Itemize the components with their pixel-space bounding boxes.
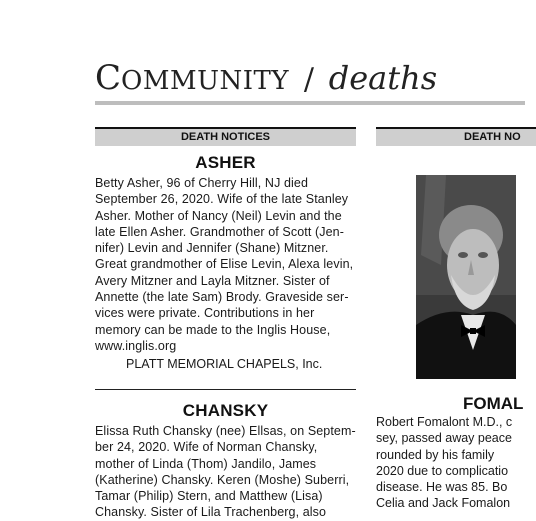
portrait-photo-svg	[416, 175, 516, 379]
asher-text-line: Betty Asher, 96 of Cherry Hill, NJ died	[95, 176, 309, 190]
section-title-initial: C	[95, 58, 122, 98]
chansky-text-line: ber 24, 2020. Wife of Norman Chansky,	[95, 440, 318, 455]
section-title-rest: OMMUNITY	[121, 66, 290, 96]
portrait-photo	[416, 175, 516, 379]
asher-text-line: Annette (the late Sam) Brody. Graveside ser-	[95, 290, 349, 305]
chansky-text-line: Elissa Ruth Chansky (nee) Ellsas, on Septem-	[95, 424, 356, 438]
fomalont-text-line: Robert Fomalont M.D., c	[376, 415, 513, 429]
section-title	[95, 58, 437, 98]
chansky-text-line: Tamar (Philip) Stern, and Matthew (Lisa)	[95, 489, 323, 504]
asher-text-line: Avery Mitzner and Layla Mitzner. Sister of	[95, 273, 330, 288]
notice-body-asher	[95, 175, 356, 354]
death-notices-bar-left: DEATH NOTICES	[95, 127, 356, 146]
asher-text-line: memory can be made to the Inglis House,	[95, 322, 331, 337]
fomalont-text-line: Celia and Jack Fomalon	[376, 496, 511, 511]
notice-name-chansky: CHANSKY	[182, 401, 269, 420]
section-title-sub: deaths	[328, 59, 438, 97]
fomalont-text-line: sey, passed away peace	[376, 431, 512, 446]
fomalont-text-line: rounded by his family	[376, 447, 495, 462]
notice-body-chansky	[95, 423, 356, 521]
section-title-separator: /	[303, 62, 314, 97]
asher-text-line: vices were private. Contributions in her	[95, 306, 315, 321]
asher-text-line: Great grandmother of Elise Levin, Alexa levin,	[95, 257, 354, 272]
fomalont-text-line: disease. He was 85. Bo	[376, 480, 508, 495]
notice-body-fomalont	[376, 414, 512, 512]
section-title-main	[95, 58, 289, 98]
chansky-text-line: (Katherine) Chansky. Keren (Moshe) Suberri,	[95, 472, 350, 487]
notice-chapel-asher: PLATT MEMORIAL CHAPELS, Inc.	[126, 357, 323, 371]
death-notices-bar-right-label: DEATH NO	[464, 131, 521, 143]
chansky-text-line: Chansky. Sister of Lila Trachenberg, also	[95, 505, 327, 520]
notice-name-asher: ASHER	[195, 153, 256, 172]
chansky-text-line: mother of Linda (Thom) Jandilo, James	[95, 456, 317, 471]
asher-text-line: www.inglis.org	[95, 338, 177, 353]
asher-text-line: Asher. Mother of Nancy (Neil) Levin and the	[95, 208, 342, 223]
title-rule	[95, 101, 525, 105]
asher-text-line: late Ellen Asher. Grandmother of Scott (Jen-	[95, 224, 344, 239]
asher-text-line: September 26, 2020. Wife of the late Stanley	[95, 192, 349, 207]
notice-name-fomalont: FOMAL	[463, 394, 524, 413]
fomalont-text-line: 2020 due to complicatio	[376, 463, 509, 478]
asher-text-line: nifer) Levin and Jennifer (Shane) Mitzner.	[95, 241, 329, 256]
notice-divider	[95, 389, 356, 390]
death-notices-bar-right	[376, 127, 536, 146]
